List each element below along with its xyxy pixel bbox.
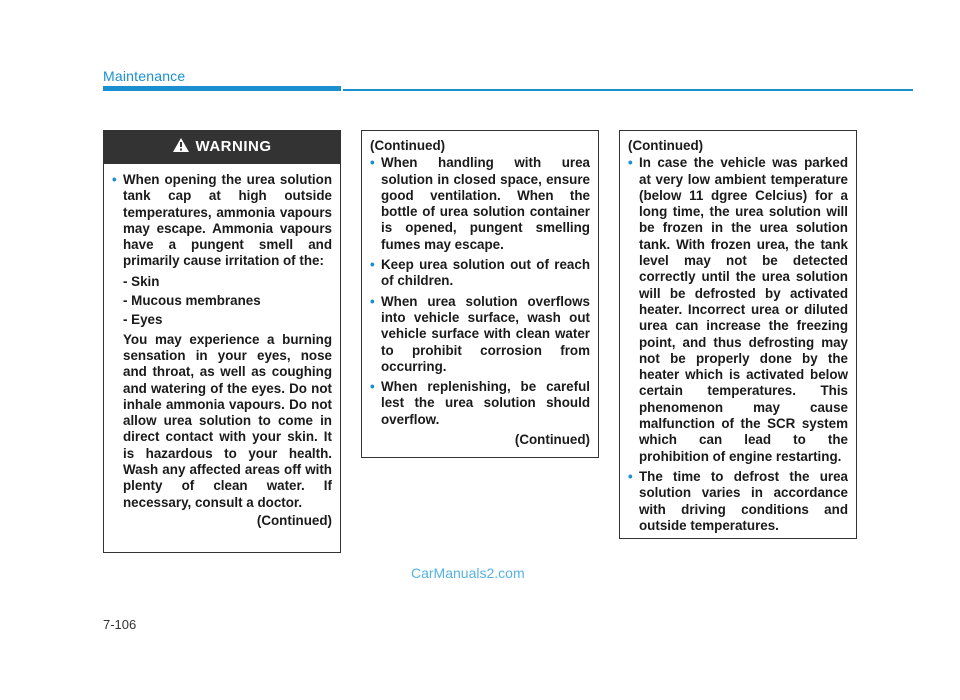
bullet-text: Keep urea solution out of reach of children.: [381, 257, 590, 289]
bullet-dot-icon: •: [112, 172, 117, 187]
continued-header: (Continued): [370, 138, 446, 153]
bullet-text: When handling with urea solution in closed space, ensure good ventilation. When the bottle of urea solution container is opened, pungent smelling fumes may escape.: [381, 155, 590, 252]
section-title: Maintenance: [103, 68, 186, 84]
warning-bullet: [112, 172, 332, 270]
warning-bullet: [370, 155, 590, 253]
bullet-text: When opening the urea solution tank cap at high outside temperatures, ammonia vapours may escape. Ammonia vapours have a pungent smell and primarily cause irritation of the:: [123, 172, 332, 269]
bullet-dot-icon: •: [370, 257, 375, 273]
bullet-text: The time to defrost the urea solution varies in accordance with driving conditions and outside temperatures.: [639, 468, 848, 533]
warning-box-column-1: [103, 130, 341, 553]
bullet-text: When replenishing, be careful lest the urea solution should overflow.: [381, 379, 590, 427]
bullet-dot-icon: •: [370, 293, 375, 309]
warning-bullet: [370, 379, 590, 428]
warning-bullet: [628, 469, 848, 534]
warning-banner: [104, 131, 340, 164]
bullet-text: In case the vehicle was parked at very low ambient temperature (below 11 dgree Celcius) for a long time, the urea solution will be frozen in the urea solution tank. With frozen urea, the tank level may not be detected correctly until the urea solution will be defrosted by activated heater. Incorrect urea or diluted urea can increase the freezing point, and thus defrosting may not be properly done by the heater which is activated below certain temperatures. This phenomenon may cause malfunction of the SCR system which can lead to the prohibition of engine restarting.: [639, 155, 848, 464]
warning-bullet: [370, 294, 590, 375]
bullet-text: When urea solution overflows into vehicle surface, wash out vehicle surface with clean water to prohibit corrosion from occurring.: [381, 293, 590, 374]
warning-banner-label: WARNING: [195, 138, 272, 156]
header-rule-thin: [343, 89, 913, 91]
watermark: CarManuals2.com: [411, 565, 525, 581]
irritation-item-eyes: - Eyes: [123, 312, 163, 328]
bullet-dot-icon: •: [370, 379, 375, 395]
irritation-item-mucous: - Mucous membranes: [123, 293, 261, 309]
bullet-dot-icon: •: [628, 468, 633, 484]
warning-box-column-2: [361, 130, 599, 458]
continued-header: (Continued): [628, 138, 704, 153]
warning-triangle-icon: [173, 138, 196, 156]
bullet-dot-icon: •: [370, 155, 375, 171]
header-rule-thick: [103, 86, 341, 91]
page-number: 7-106: [103, 617, 137, 632]
warning-paragraph: You may experience a burning sensation in your eyes, nose and throat, as well as coughing and watering of the eyes. Do not inhale ammonia vapours. Do not allow urea solution to come in direct contact with your skin. It is hazardous to your health. Wash any affected areas off with plenty of clean water. If necessary, consult a doctor.: [123, 331, 332, 510]
irritation-item-skin: - Skin: [123, 273, 160, 289]
warning-box-column-3: [619, 130, 857, 539]
continued-label: (Continued): [256, 512, 332, 528]
bullet-dot-icon: •: [628, 155, 633, 171]
warning-bullet: [628, 155, 848, 465]
warning-bullet: [370, 257, 590, 290]
continued-label: (Continued): [514, 432, 590, 448]
